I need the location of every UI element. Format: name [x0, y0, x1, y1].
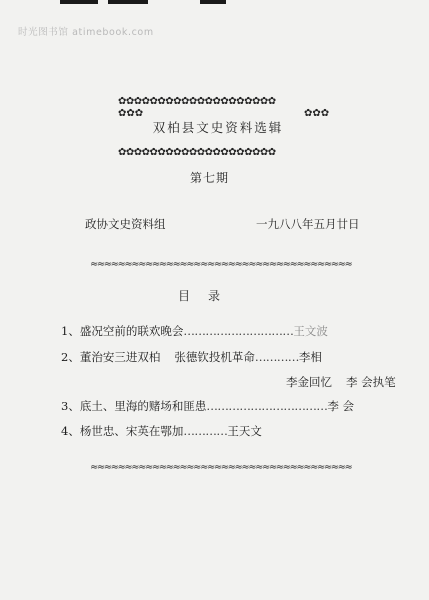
entry-title: 盛况空前的联欢晚会: [79, 324, 184, 338]
toc-entry: [61, 398, 354, 414]
entry-title-secondary: 张德钦投机革命: [174, 350, 255, 364]
flower-border-top: ✿✿✿✿✿✿✿✿✿✿✿✿✿✿✿✿✿✿✿✿: [118, 96, 276, 107]
flower-border-left: ✿✿✿: [118, 108, 144, 119]
entry-title: 杨世忠、宋英在鄂加: [79, 424, 184, 438]
entry-number: 2、: [61, 350, 80, 364]
scan-edge-mark: [200, 0, 226, 4]
publication-date: 一九八八年五月廿日: [256, 217, 360, 231]
publisher: 政协文史资料组: [85, 217, 166, 231]
entry-number: 4、: [61, 424, 80, 438]
wavy-divider: ≈≈≈≈≈≈≈≈≈≈≈≈≈≈≈≈≈≈≈≈≈≈≈≈≈≈≈≈≈≈≈≈≈≈≈≈≈≈: [90, 260, 352, 270]
entry-author: 王文波: [293, 324, 328, 338]
toc-entry-continuation: [286, 374, 396, 390]
toc-entry: [61, 323, 328, 339]
entry-author: 王天文: [227, 424, 262, 438]
leader-dots: ……………………………: [206, 399, 328, 413]
leader-dots: …………………………: [183, 324, 294, 338]
scan-edge-mark: [60, 0, 98, 4]
entry-title: 底土、里海的赌场和匪患: [79, 399, 207, 413]
toc-entry: [61, 349, 322, 365]
issue-number: 第七期: [190, 171, 230, 185]
entry-author: 李相: [298, 350, 322, 364]
title-frame: [118, 96, 330, 158]
entry-author: 李 会: [327, 399, 354, 413]
watermark: 时光图书馆 atimebook.com: [18, 27, 154, 38]
leader-dots: …………: [183, 424, 228, 438]
toc-entry: [61, 423, 262, 439]
flower-border-bottom: ✿✿✿✿✿✿✿✿✿✿✿✿✿✿✿✿✿✿✿✿: [118, 147, 276, 158]
flower-border-right: ✿✿✿: [304, 108, 330, 119]
entry-title: 董治安三进双柏: [79, 350, 161, 364]
entry-author: 李金回忆: [286, 375, 332, 389]
wavy-divider: ≈≈≈≈≈≈≈≈≈≈≈≈≈≈≈≈≈≈≈≈≈≈≈≈≈≈≈≈≈≈≈≈≈≈≈≈≈≈: [90, 463, 352, 473]
scan-edge-mark: [108, 0, 148, 4]
entry-number: 1、: [61, 324, 80, 338]
entry-author-secondary: 李 会执笔: [346, 375, 396, 389]
entry-number: 3、: [61, 399, 80, 413]
toc-title: 目录: [178, 289, 239, 303]
series-title: 双柏县文史资料选辑: [152, 120, 284, 135]
leader-dots: …………: [254, 350, 299, 364]
